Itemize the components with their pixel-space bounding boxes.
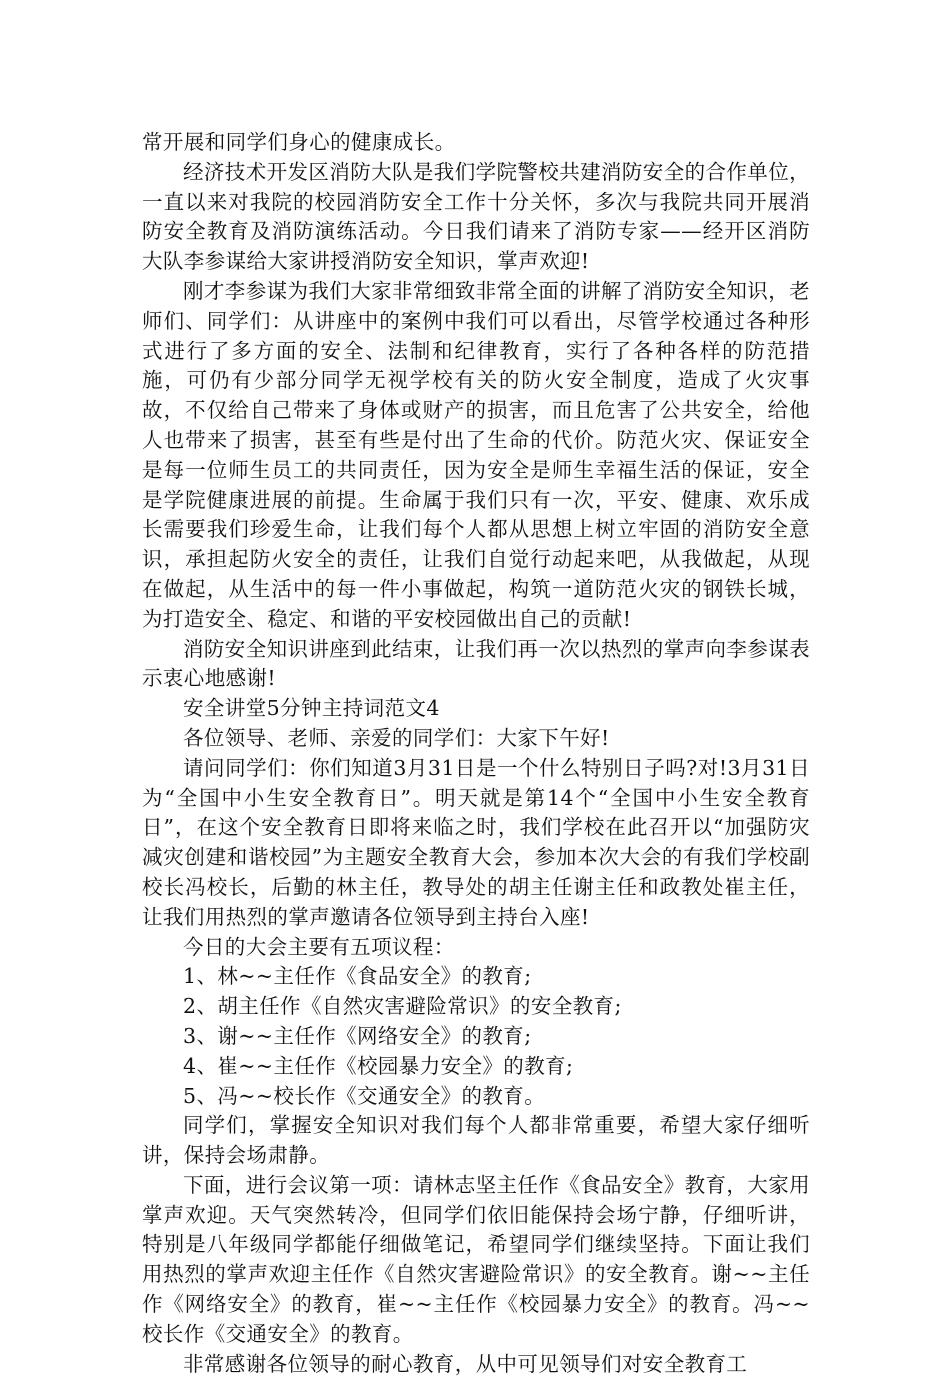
- paragraph: 下面，进行会议第一项：请林志坚主任作《食品安全》教育，大家用掌声欢迎。天气突然转冷，但同学们依旧能保持会场宁静，仔细听讲，特别是八年级同学都能仔细做笔记，希望同学们继续坚持。下面让我们用热烈的掌声欢迎主任作《自然灾害避险常识》的安全教育。谢~~主任作《网络安全》的教育，崔~~主任作《校园暴力安全》的教育。冯~~校长作《交通安全》的教育。: [142, 1172, 810, 1346]
- agenda-intro: 今日的大会主要有五项议程：: [183, 934, 455, 959]
- paragraph: 消防安全知识讲座到此结束，让我们再一次以热烈的掌声向李参谋表示衷心地感谢!: [142, 636, 810, 691]
- paragraph: 常开展和同学们身心的健康成长。: [142, 130, 456, 154]
- agenda-item: 5、冯~~校长作《交通安全》的教育。: [183, 1083, 546, 1108]
- paragraph: 同学们，掌握安全知识对我们每个人都非常重要，希望大家仔细听讲，保持会场肃静。: [142, 1113, 810, 1168]
- paragraph: 请问同学们：你们知道3月31日是一个什么特别日子吗?对!3月31日为“全国中小生安全教育日”。明天就是第14个“全国中小生安全教育日”，在这个安全教育日即将来临之时，我们学校在此召开以“加强防灾减灾创建和谐校园”为主题安全教育大会，参加本次大会的有我们学校副校长冯校长，后勤的林主任，教导处的胡主任谢主任和政教处崔主任，让我们用热烈的掌声邀请各位领导到主持台入座!: [142, 755, 810, 929]
- paragraph: 非常感谢各位领导的耐心教育，从中可见领导们对安全教育工: [183, 1351, 748, 1376]
- agenda-item: 1、林~~主任作《食品安全》的教育;: [183, 964, 532, 989]
- document-body: [142, 128, 810, 1379]
- agenda-item: 3、谢~~主任作《网络安全》的教育;: [183, 1023, 532, 1048]
- section-heading: 安全讲堂5分钟主持词范文4: [183, 696, 440, 721]
- paragraph: 刚才李参谋为我们大家非常细致非常全面的讲解了消防安全知识，老师们、同学们：从讲座中的案例中我们可以看出，尽管学校通过各种形式进行了多方面的安全、法制和纪律教育，实行了各种各样的防范措施，可仍有少部分同学无视学校有关的防火安全制度，造成了火灾事故，不仅给自己带来了身体或财产的损害，而且危害了公共安全，给他人也带来了损害，甚至有些是付出了生命的代价。防范火灾、保证安全是每一位师生员工的共同责任，因为安全是师生幸福生活的保证，安全是学院健康进展的前提。生命属于我们只有一次，平安、健康、欢乐成长需要我们珍爱生命，让我们每个人都从思想上树立牢固的消防安全意识，承担起防火安全的责任，让我们自觉行动起来吧，从我做起，从现在做起，从生活中的每一件小事做起，构筑一道防范火灾的钢铁长城，为打造安全、稳定、和谐的平安校园做出自己的贡献!: [142, 278, 810, 631]
- agenda-item: 4、崔~~主任作《校园暴力安全》的教育;: [183, 1053, 574, 1078]
- greeting: 各位领导、老师、亲爱的同学们：大家下午好!: [183, 725, 610, 750]
- agenda-item: 2、胡主任作《自然灾害避险常识》的安全教育;: [183, 994, 622, 1019]
- paragraph: 经济技术开发区消防大队是我们学院警校共建消防安全的合作单位，一直以来对我院的校园消防安全工作十分关怀，多次与我院共同开展消防安全教育及消防演练活动。今日我们请来了消防专家——经开区消防大队李参谋给大家讲授消防安全知识，掌声欢迎!: [142, 159, 810, 274]
